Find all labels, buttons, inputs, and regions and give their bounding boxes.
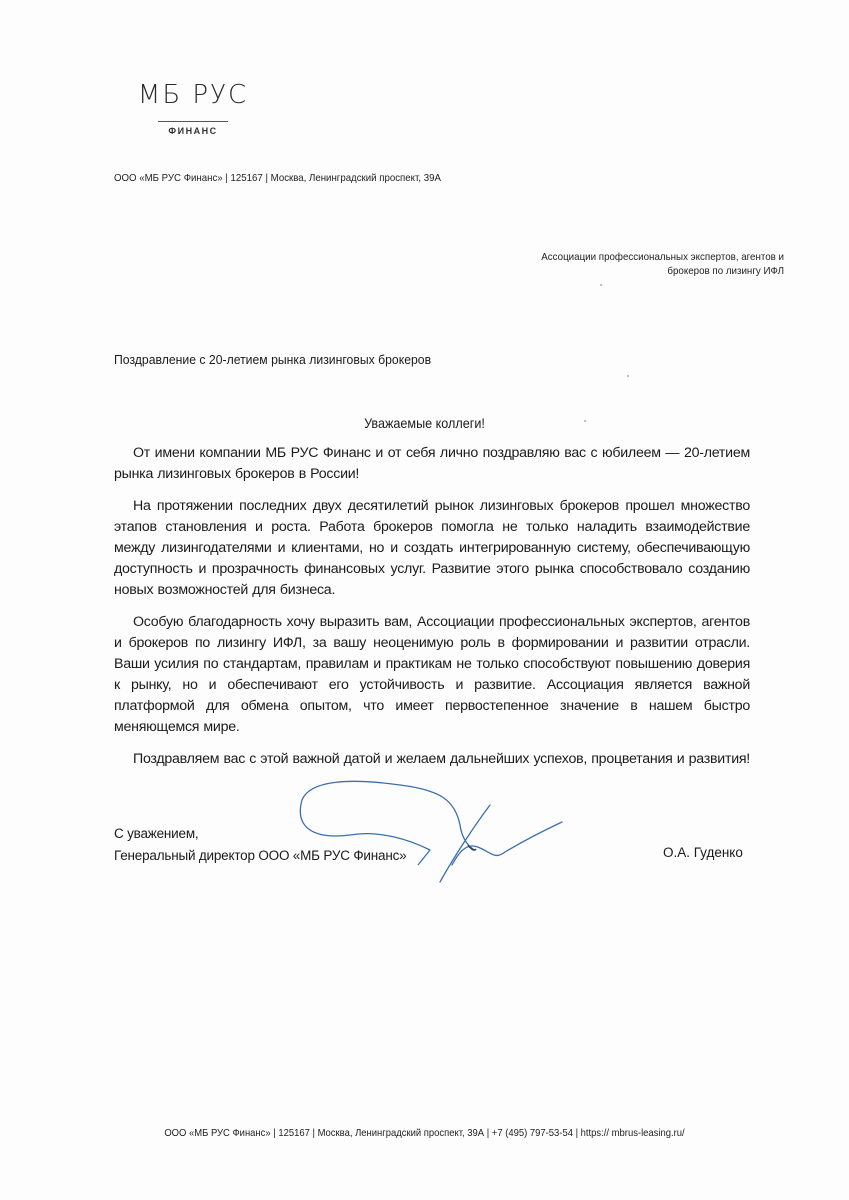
closing-regards: С уважением,: [114, 826, 199, 841]
body-paragraph: От имени компании МБ РУС Финанс и от себя лично поздравляю вас с юбилеем — 20-летием рынка лизинговых брокеров в России!: [114, 445, 750, 482]
company-logo: [137, 80, 249, 136]
scan-speck: [600, 284, 602, 286]
body-paragraph: На протяжении последних двух десятилетий рынок лизинговых брокеров прошел множество этапов становления и роста. Работа брокеров помогла не только наладить взаимодействие между лизингодателями и клиентами, но и создать интегрированную систему, обеспечивающую доступность и прозрачность финансовых услуг. Развитие этого рынка способствовало созданию новых возможностей для бизнеса.: [114, 498, 750, 598]
handwritten-signature: [290, 770, 570, 890]
body-paragraph: Особую благодарность хочу выразить вам, Ассоциации профессиональных экспертов, агентов и брокеров по лизингу ИФЛ, за вашу неоценимую роль в формировании и развитии отрасли. Ваши усилия по стандартам, правилам и практикам не только способствуют повышению доверия к рынку, но и обеспечивают его устойчивость и развитие. Ассоциация является важной платформой для обмена опытом, что имеет первостепенное значение в нашем быстро меняющемся мире.: [114, 614, 750, 735]
salutation: Уважаемые коллеги!: [364, 415, 485, 431]
recipient-line-2: брокеров по лизингу ИФЛ: [667, 265, 784, 277]
recipient-block: [541, 250, 784, 278]
letter-body: [114, 443, 750, 781]
body-paragraph: Поздравляем вас с этой важной датой и желаем дальнейших успехов, процветания и развития!: [133, 751, 751, 767]
scan-speck: [627, 375, 629, 377]
letter-footer: ООО «МБ РУС Финанс» | 125167 | Москва, Ленинградский проспект, 39А | +7 (495) 797-53-54 | https:// mbrus-leasing.ru/: [164, 1127, 685, 1139]
recipient-line-1: Ассоциации профессиональных экспертов, агентов и: [541, 251, 784, 263]
signer-name: О.А. Гуденко: [663, 845, 743, 860]
letter-subject: Поздравление с 20-летием рынка лизинговых брокеров: [114, 352, 432, 367]
scan-speck: [584, 420, 586, 422]
logo-subtitle: ФИНАНС: [168, 126, 218, 136]
logo-wordmark: МБ РУС: [137, 80, 249, 110]
signer-position: Генеральный директор ООО «МБ РУС Финанс»: [114, 848, 407, 863]
letterhead-address: ООО «МБ РУС Финанс» | 125167 | Москва, Ленинградский проспект, 39А: [114, 172, 441, 184]
logo-divider: [158, 121, 228, 122]
